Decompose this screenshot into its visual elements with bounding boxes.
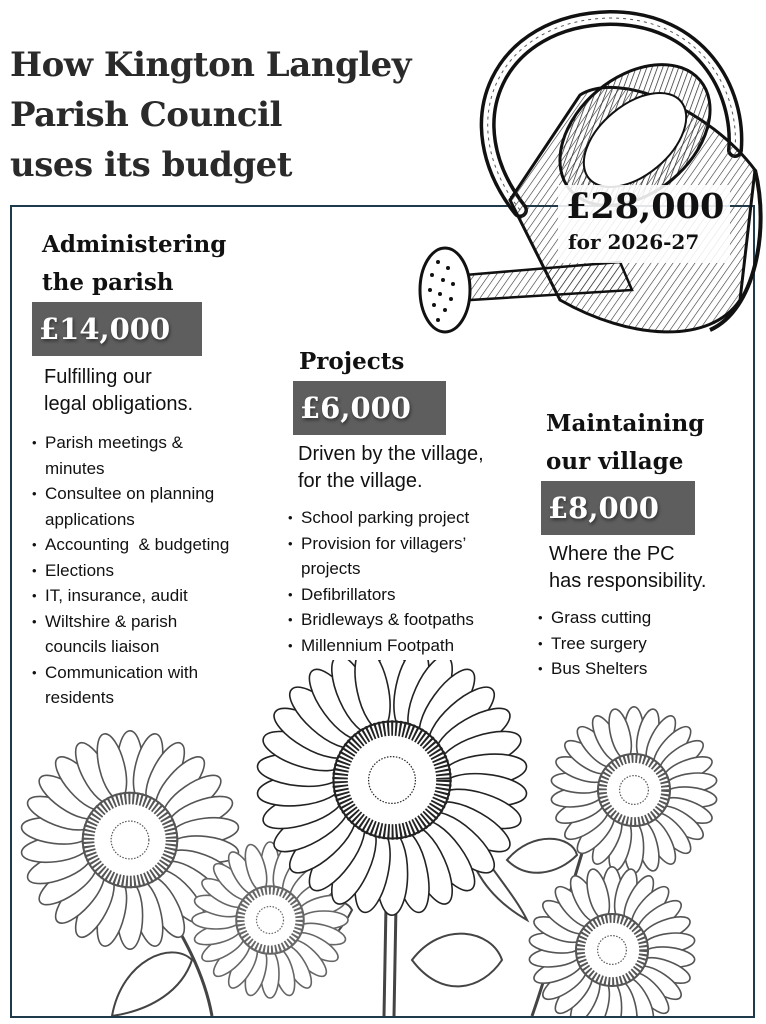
sunflower — [528, 867, 696, 1016]
title-line: Parish Council — [10, 95, 282, 135]
section-amount: £6,000 — [293, 381, 446, 435]
description-line: Where the PC — [549, 543, 675, 565]
heading-line: Administering — [42, 231, 227, 258]
title-line: uses its budget — [10, 145, 292, 185]
list-item: • Defibrillators — [288, 582, 528, 608]
section-administering — [32, 226, 282, 711]
section-description — [32, 364, 282, 418]
list-item: • Bridleways & footpaths — [288, 607, 528, 633]
list-item: • Bus Shelters — [538, 656, 753, 682]
heading-line: Projects — [299, 348, 405, 375]
page-title — [10, 40, 470, 190]
list-item: • Wiltshire & parish councils liaison — [32, 609, 282, 660]
section-description — [538, 541, 753, 595]
list-item: • School parking project — [288, 505, 528, 531]
description-line: Driven by the village, — [298, 443, 484, 465]
heading-line: our village — [546, 448, 684, 475]
section-items — [288, 505, 528, 658]
list-item: • Tree surgery — [538, 631, 753, 657]
description-line: legal obligations. — [44, 393, 193, 415]
section-description — [288, 441, 528, 495]
heading-line: Maintaining — [546, 410, 705, 437]
section-heading — [32, 226, 282, 302]
description-line: has responsibility. — [549, 570, 707, 592]
heading-line: the parish — [42, 269, 174, 296]
list-item: • Consultee on planning applications — [32, 481, 282, 532]
list-item: • Grass cutting — [538, 605, 753, 631]
list-item: • Communication with residents — [32, 660, 282, 711]
total-budget-period: for 2026-27 — [568, 230, 700, 254]
total-budget-amount: £28,000 — [566, 186, 725, 227]
title-line: How Kington Langley — [10, 45, 412, 85]
section-amount: £14,000 — [32, 302, 202, 356]
description-line: Fulfilling our — [44, 366, 152, 388]
list-item: • Millennium Footpath — [288, 633, 528, 659]
list-item: • Parish meetings & minutes — [32, 430, 282, 481]
section-projects — [288, 343, 528, 658]
section-heading — [288, 343, 528, 381]
list-item: • Provision for villagers’ projects — [288, 531, 528, 582]
list-item: • Elections — [32, 558, 282, 584]
list-item: • IT, insurance, audit — [32, 583, 282, 609]
section-heading — [538, 405, 753, 481]
sunflower — [550, 707, 718, 873]
sunflowers-icon — [12, 660, 753, 1016]
list-item: • Accounting & budgeting — [32, 532, 282, 558]
description-line: for the village. — [298, 470, 423, 492]
watering-can-icon — [410, 0, 766, 350]
section-amount: £8,000 — [541, 481, 695, 535]
section-maintaining — [538, 405, 753, 682]
